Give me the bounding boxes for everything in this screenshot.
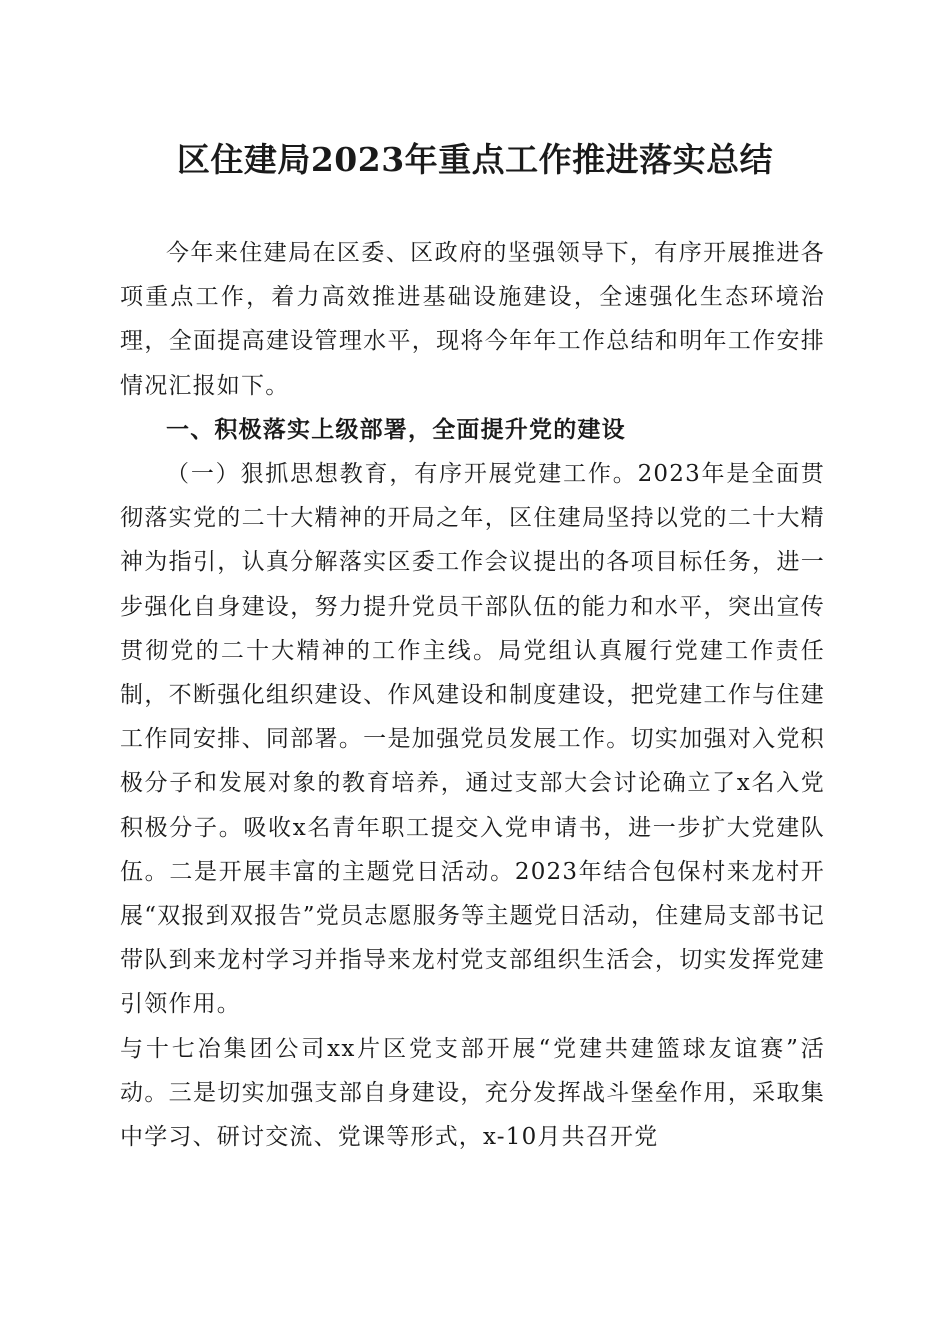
section-heading: 一、积极落实上级部署，全面提升党的建设 bbox=[166, 416, 626, 443]
intro-paragraph: 今年来住建局在区委、区政府的坚强领导下，有序开展推进各项重点工作，着力高效推进基础设施建设，全速强化生态环境治理，全面提高建设管理水平，现将今年年工作总结和明年工作安排情况汇报如下。 bbox=[120, 240, 825, 399]
document-title: 区住建局2023年重点工作推进落实总结 bbox=[176, 140, 774, 179]
body-paragraph: （一）狠抓思想教育，有序开展党建工作。2023年是全面贯彻落实党的二十大精神的开局之年，区住建局坚持以党的二十大精神为指引，认真分解落实区委工作会议提出的各项目标任务，进一步强化自身建设，努力提升党员干部队伍的能力和水平，突出宣传贯彻党的二十大精神的工作主线。局党组认真履行党建工作责任制，不断强化组织建设、作风建设和制度建设，把党建工作与住建工作同安排、同部署。一是加强党员发展工作。切实加强对入党积极分子和发展对象的教育培养，通过支部大会讨论确立了x名入党积极分子。吸收x名青年职工提交入党申请书，进一步扩大党建队伍。二是开展丰富的主题党日活动。2023年结合包保村来龙村开展“双报到双报告”党员志愿服务等主题党日活动，住建局支部书记带队到来龙村学习并指导来龙村党支部组织生活会，切实发挥党建引领作用。 bbox=[120, 461, 825, 1018]
body-paragraph-continued: 与十七冶集团公司xx片区党支部开展“党建共建篮球友谊赛”活动。三是切实加强支部自身建设，充分发挥战斗堡垒作用，采取集中学习、研讨交流、党课等形式，x-10月共召开党 bbox=[120, 1035, 825, 1151]
document-body bbox=[120, 231, 825, 1159]
